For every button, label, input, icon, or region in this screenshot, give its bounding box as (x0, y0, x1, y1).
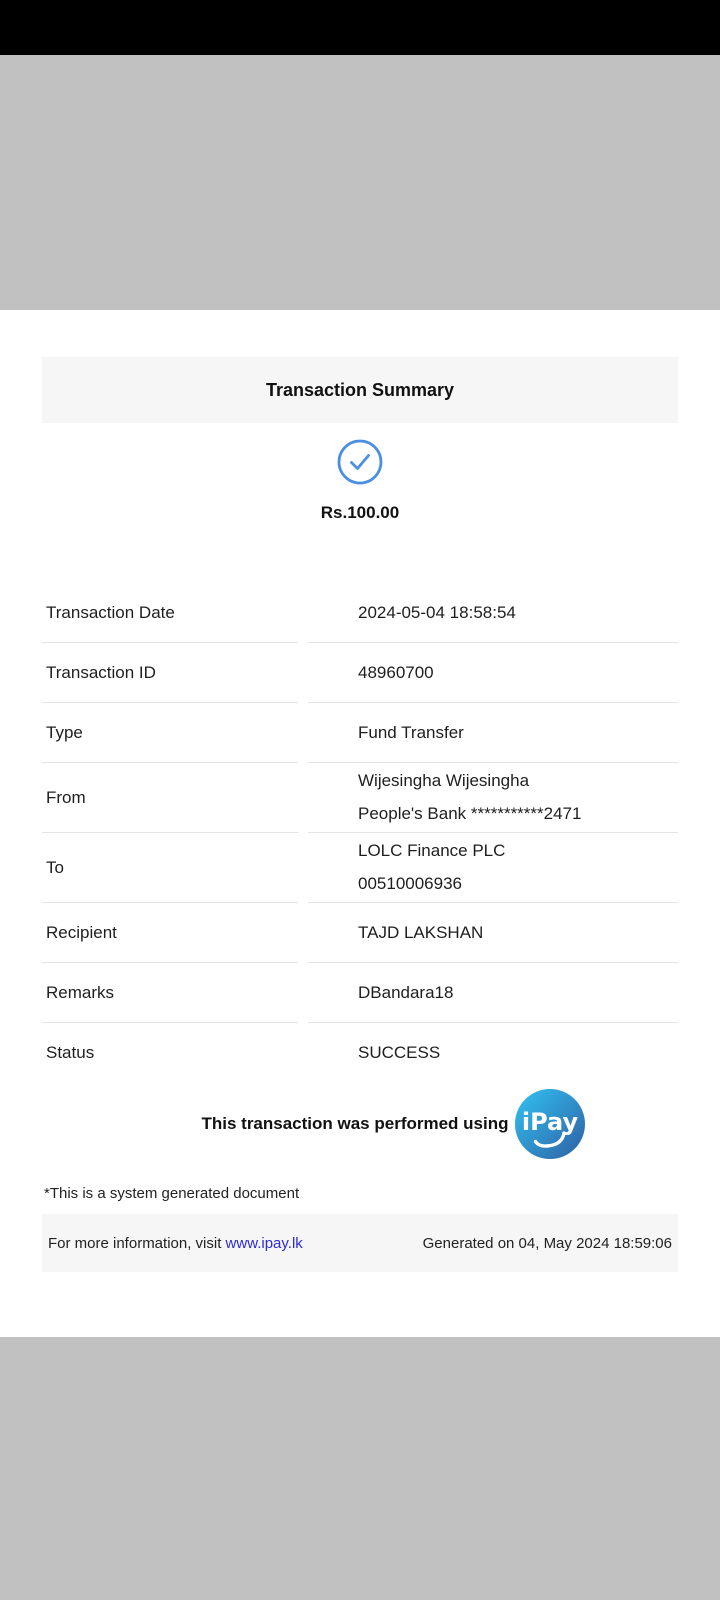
row-value (308, 643, 678, 703)
value-line: DBandara18 (358, 982, 454, 1002)
value-line: 2024-05-04 18:58:54 (358, 602, 516, 622)
row-label: Type (42, 703, 298, 763)
row-value (308, 903, 678, 963)
table-row-from (42, 763, 678, 833)
footer-info-text: For more information, visit (48, 1234, 226, 1252)
table-row-recipient (42, 903, 678, 963)
row-gap (298, 963, 308, 1023)
receipt-header-bar (42, 357, 678, 423)
row-gap (298, 583, 308, 643)
row-label: Status (46, 1043, 95, 1062)
status-bar (0, 0, 720, 55)
footer-info (48, 1235, 303, 1252)
row-value (308, 703, 678, 763)
status-value: SUCCESS (358, 1043, 441, 1062)
row-gap (298, 833, 308, 903)
value-line: Fund Transfer (358, 722, 464, 742)
success-check-icon (336, 438, 384, 486)
transaction-details-table (42, 583, 678, 1083)
value-line: 00510006936 (358, 874, 463, 893)
value-line: LOLC Finance PLC (358, 841, 506, 860)
performed-using-line (75, 1089, 711, 1159)
value-line: People's Bank ***********2471 (358, 804, 582, 823)
table-row-status (42, 1023, 678, 1083)
ipay-logo (515, 1089, 585, 1159)
value-line: 48960700 (358, 662, 434, 682)
table-row-type (42, 703, 678, 763)
row-gap (298, 703, 308, 763)
row-label: From (42, 763, 298, 833)
row-label: Transaction Date (42, 583, 298, 643)
performed-using-text: This transaction was performed using (201, 1114, 509, 1133)
row-label: Recipient (42, 903, 298, 963)
table-row-remarks (42, 963, 678, 1023)
success-check-wrap (42, 438, 678, 491)
page-title: Transaction Summary (265, 379, 455, 400)
receipt-footer-bar (42, 1214, 678, 1272)
row-gap (298, 1023, 308, 1083)
transaction-amount: Rs.100.00 (320, 503, 400, 522)
row-value (308, 763, 678, 833)
ipay-logo-text: iPay (521, 1108, 578, 1136)
receipt-document (0, 310, 720, 1337)
value-line: TAJD LAKSHAN (358, 922, 484, 942)
row-gap (298, 763, 308, 833)
row-value (308, 833, 678, 903)
row-gap (298, 643, 308, 703)
generated-timestamp: Generated on 04, May 2024 18:59:06 (422, 1234, 672, 1252)
viewer-background-top (0, 55, 720, 310)
row-label: To (42, 833, 298, 903)
value-line: Wijesingha Wijesingha (358, 771, 530, 790)
table-row-transaction-id (42, 643, 678, 703)
table-row-to (42, 833, 678, 903)
row-value (308, 583, 678, 643)
table-row-transaction-date (42, 583, 678, 643)
row-label: Transaction ID (42, 643, 298, 703)
row-value (308, 963, 678, 1023)
ipay-link[interactable]: www.ipay.lk (225, 1234, 303, 1252)
system-generated-note: *This is a system generated document (44, 1185, 300, 1202)
row-gap (298, 903, 308, 963)
row-label: Remarks (42, 963, 298, 1023)
row-value (308, 1023, 678, 1083)
